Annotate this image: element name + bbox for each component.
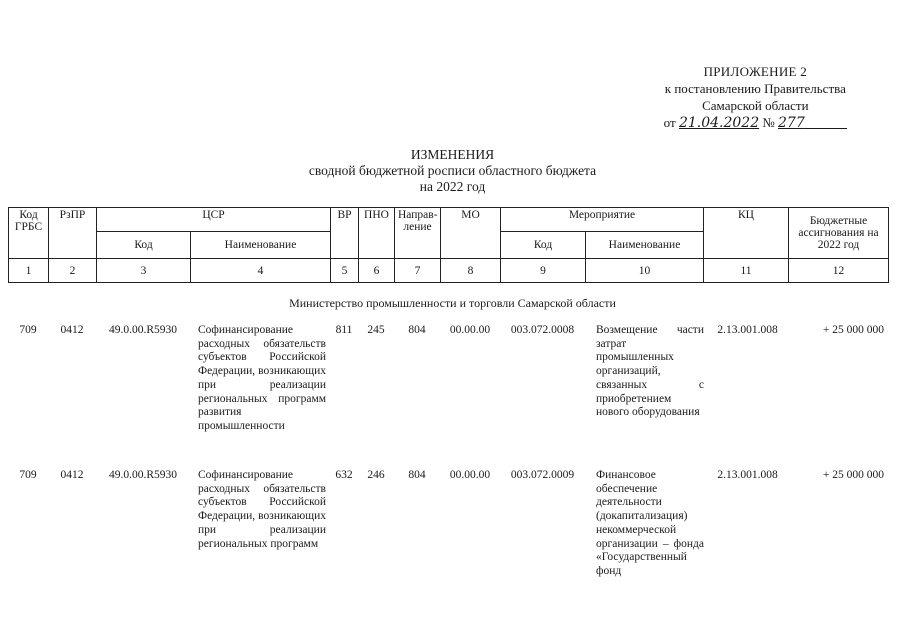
- row-mer-name: Финансовое обеспечение деятельности (докапитализация) некоммерческой организации – фонда «Государственный фонд: [596, 469, 704, 577]
- col-number: 6: [359, 259, 395, 283]
- col-meropriyatie: Мероприятие: [501, 208, 704, 232]
- col-mo: МО: [441, 208, 501, 259]
- date-prefix: от: [663, 115, 676, 130]
- col-number: 7: [395, 259, 441, 283]
- col-naprav: Направ-ление: [395, 208, 441, 259]
- col-csr: ЦСР: [97, 208, 331, 232]
- row-amount: + 25 000 000: [822, 469, 884, 481]
- number-prefix: №: [762, 115, 775, 130]
- row-mer-kod: 003.072.0008: [510, 324, 575, 336]
- table-row: [8, 324, 888, 459]
- col-budget: Бюджетные ассигнования на 2022 год: [789, 208, 889, 259]
- row-mo: 00.00.00: [449, 469, 491, 481]
- row-csr-kod: 49.0.00.R5930: [108, 324, 178, 336]
- table-row: [8, 469, 888, 579]
- row-amount: + 25 000 000: [822, 324, 884, 336]
- row-pno: 245: [367, 324, 385, 336]
- row-vr: 811: [335, 324, 353, 336]
- col-number: 11: [704, 259, 789, 283]
- col-csr-name: Наименование: [191, 232, 331, 259]
- col-vr: ВР: [331, 208, 359, 259]
- col-kod-grbs: Код ГРБС: [9, 208, 49, 259]
- row-csr-name: Софинансирование расходных обязательств субъектов Российской Федерации, возникающих при реализации региональных программ развития промышленности: [198, 324, 326, 432]
- row-mer-name: Возмещение части затрат промышленных организаций, связанных с приобретением нового оборудования: [596, 324, 704, 419]
- row-naprav: 804: [408, 324, 426, 336]
- row-grbs: 709: [19, 469, 37, 481]
- document-header: [664, 63, 847, 132]
- col-rzpr: РзПР: [49, 208, 97, 259]
- row-naprav: 804: [408, 469, 426, 481]
- row-rzpr: 0412: [60, 469, 84, 481]
- col-number: 3: [97, 259, 191, 283]
- col-number: 9: [501, 259, 586, 283]
- col-mer-name: Наименование: [586, 232, 704, 259]
- row-csr-name: Софинансирование расходных обязательств субъектов Российской Федерации, возникающих при реализации региональных программ: [198, 469, 326, 550]
- row-rzpr: 0412: [60, 324, 84, 336]
- title-line-1: ИЗМЕНЕНИЯ: [410, 147, 495, 162]
- col-csr-kod: Код: [97, 232, 191, 259]
- col-number: 8: [441, 259, 501, 283]
- appendix-title: ПРИЛОЖЕНИЕ 2: [703, 64, 808, 79]
- col-number: 2: [49, 259, 97, 283]
- col-number: 5: [331, 259, 359, 283]
- col-pno: ПНО: [359, 208, 395, 259]
- row-csr-kod: 49.0.00.R5930: [108, 469, 178, 481]
- title-line-3: на 2022 год: [419, 179, 486, 194]
- resolution-number: 277: [778, 115, 805, 131]
- row-mer-kod: 003.072.0009: [510, 469, 575, 481]
- resolution-line: к постановлению Правительства: [664, 81, 846, 96]
- row-grbs: 709: [19, 324, 37, 336]
- ministry-name: Министерство промышленности и торговли Самарской области: [289, 296, 616, 310]
- row-pno: 246: [367, 469, 385, 481]
- row-vr: 632: [335, 469, 353, 481]
- changes-table-header: [8, 207, 889, 283]
- document-title: [0, 147, 905, 195]
- row-mo: 00.00.00: [449, 324, 491, 336]
- column-numbers-row: [9, 259, 889, 283]
- row-kc: 2.13.001.008: [717, 469, 778, 481]
- row-kc: 2.13.001.008: [717, 324, 778, 336]
- title-line-2: сводной бюджетной росписи областного бюджета: [308, 163, 597, 178]
- col-number: 1: [9, 259, 49, 283]
- col-number: 10: [586, 259, 704, 283]
- region-line: Самарской области: [702, 98, 809, 113]
- col-mer-kod: Код: [501, 232, 586, 259]
- date-number-line: [664, 114, 847, 132]
- col-kc: КЦ: [704, 208, 789, 259]
- resolution-date: 21.04.2022: [678, 115, 760, 131]
- col-number: 12: [789, 259, 889, 283]
- col-number: 4: [191, 259, 331, 283]
